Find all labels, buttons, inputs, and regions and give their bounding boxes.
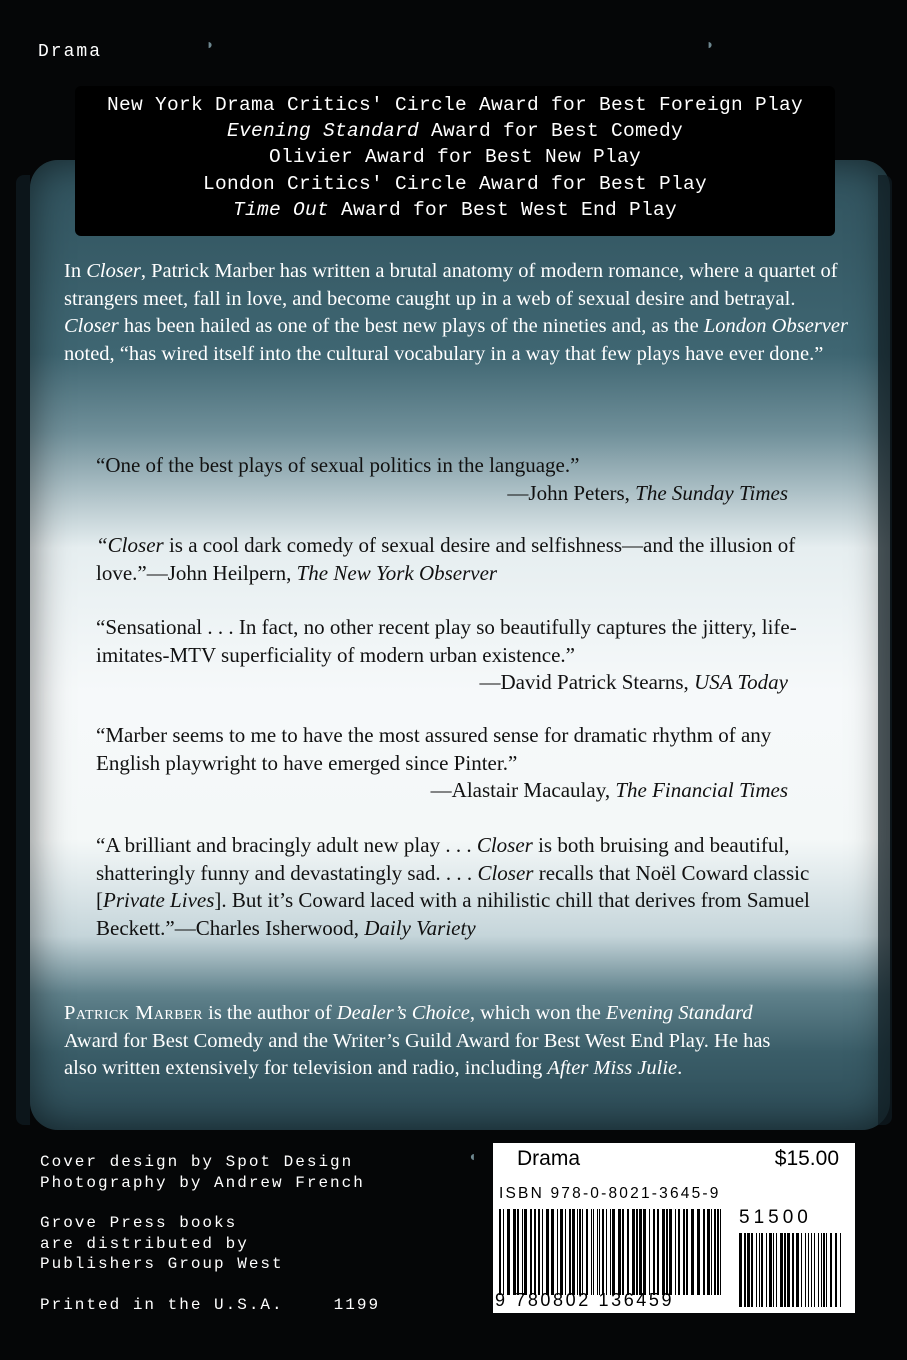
intro-paragraph: In Closer, Patrick Marber has written a brutal anatomy of modern romance, where a quartet of strangers meet, fall in love, and become caught up in a web of sexual desire and betrayal. Closer has been hailed as one of the best new plays of the nineties and, as the London Observer noted, “has wired itself into the cultural vocabulary in a way that few plays have ever done.” [64,260,848,365]
barcode-bar [830,1233,832,1307]
award-item: Evening Standard Award for Best Comedy [226,120,684,143]
review-quote: “One of the best plays of sexual politics in the language.” —John Peters, The Sunday Times [96,452,816,507]
credit-line: Publishers Group West [40,1255,284,1273]
barcode-bar [720,1209,721,1295]
awards-list [75,92,835,223]
barcode-bar [636,1209,638,1295]
price-label: $15.00 [774,1147,839,1170]
barcode-bar [560,1209,563,1295]
barcode-bar [796,1233,799,1307]
credit-line: are distributed by [40,1234,249,1253]
barcode-bar [784,1233,786,1307]
barcode-bar [522,1209,523,1295]
barcode-bar [569,1209,571,1295]
barcode-bar [780,1233,783,1307]
barcode-bar [662,1209,665,1295]
price-addon-digits: 51500 [739,1207,812,1228]
barcode-bar [759,1233,760,1307]
barcode-bar [744,1233,746,1307]
barcode-bar [840,1233,841,1307]
barcode-bar [756,1233,757,1307]
barcode-bar [551,1209,554,1295]
barcode-bar [805,1233,806,1307]
frame-edge-left [16,175,30,1125]
barcode-bar [714,1209,716,1295]
decorative-mark-icon: ◖ [468,1150,477,1166]
barcode-bar [711,1209,712,1295]
barcode-bar [602,1209,604,1295]
barcode-bar [534,1209,536,1295]
price-addon-barcode-icon [739,1233,843,1307]
review-quote: “Closer is a cool dark comedy of sexual desire and selfishness—and the illusion of love.”—John Heilpern, The New York Observer [96,533,796,585]
barcode-bar [597,1209,598,1295]
barcode-bar [582,1209,583,1295]
barcode-bar [808,1233,809,1307]
barcode-bar [769,1233,772,1307]
barcode-bar [801,1233,802,1307]
barcode-bar [792,1233,794,1307]
isbn-label: ISBN 978-0-8021-3645-9 [499,1185,721,1202]
barcode-panel [493,1143,855,1313]
barcode-bar [632,1209,635,1295]
barcode-digits: 9 780802 136459 [495,1290,675,1310]
barcode-bar [787,1233,790,1307]
barcode-bar [606,1209,607,1295]
barcode-bar [565,1209,566,1295]
barcode-bar [499,1209,501,1295]
barcode-bar [627,1209,629,1295]
barcode-bar [826,1233,827,1307]
barcode-bar [835,1233,837,1307]
barcode-bar [639,1209,642,1295]
barcode-bar [811,1233,812,1307]
barcode-bar [823,1233,825,1307]
barcode-bar [669,1209,672,1295]
barcode-bar [717,1209,719,1295]
barcode-bar [513,1209,516,1295]
barcode-bar [666,1209,668,1295]
barcode-genre: Drama [517,1147,581,1170]
barcode-bar [814,1233,815,1307]
decorative-mark-icon: ◗ [206,38,215,54]
genre-label: Drama [38,42,103,62]
credit-line: Photography by Andrew French [40,1173,365,1192]
barcode-bar [622,1209,624,1295]
barcode-bar [503,1209,504,1295]
barcode-bar [761,1233,763,1307]
quote-attribution: —John Peters, The Sunday Times [507,480,788,505]
credit-line: Cover design by Spot Design [40,1153,354,1171]
barcode-bar [657,1209,659,1295]
barcode-bar [649,1209,650,1295]
barcode-bar [612,1209,615,1295]
barcode-bar [610,1209,611,1295]
barcode-bar [599,1209,600,1295]
credit-line: Grove Press books [40,1214,238,1232]
award-item: New York Drama Critics' Circle Award for Best Foreign Play [106,94,804,116]
barcode-bar [538,1209,540,1295]
barcode-bar [697,1209,700,1295]
barcode-bar [821,1233,822,1307]
barcode-bar [643,1209,646,1295]
barcode-bar [530,1209,532,1295]
review-quote: “Marber seems to me to have the most assured sense for dramatic rhythm of any English playwright to have emerged since Pinter.” —Alastair Macaulay, The Financial Times [96,722,816,805]
barcode-bar [691,1209,694,1295]
quote-attribution: —Alastair Macaulay, The Financial Times [430,778,788,802]
credits-block [40,1152,380,1315]
award-item: Time Out Award for Best West End Play [232,198,678,221]
printed-line: Printed in the U.S.A. 1199 [40,1295,381,1314]
isbn-barcode-icon [499,1209,724,1295]
barcode-bar [572,1209,575,1295]
barcode-bar [618,1209,621,1295]
author-bio: Patrick Marber is the author of Dealer’s Choice, which won the Evening Standard Award for Best Comedy and the Writer’s Guild Award for Best West End Play. He has also written extensively for television and radio, including After Miss Julie. [64,1002,771,1079]
barcode-bar [773,1233,774,1307]
decorative-mark-icon: ◗ [706,38,715,54]
barcode-bar [593,1209,594,1295]
quote-attribution: —David Patrick Stearns, USA Today [479,670,788,694]
barcode-bar [683,1209,685,1295]
barcode-bar [675,1209,676,1295]
barcode-bar [653,1209,655,1295]
barcode-bar [707,1209,710,1295]
review-quote: “Sensational . . . In fact, no other recent play so beautifully captures the jittery, life-imitates-MTV superficiality of modern urban existence.” —David Patrick Stearns, USA Today [96,614,816,697]
barcode-bar [739,1233,742,1307]
barcode-bar [579,1209,581,1295]
barcode-bar [507,1209,510,1295]
award-item: Olivier Award for Best New Play [268,146,642,169]
barcode-bar [577,1209,578,1295]
barcode-bar [517,1209,519,1295]
award-item: London Critics' Circle Award for Best Play [202,172,708,195]
barcode-bar [591,1209,592,1295]
barcode-bar [542,1209,543,1295]
barcode-bar [686,1209,688,1295]
barcode-bar [678,1209,680,1295]
barcode-bar [546,1209,549,1295]
barcode-bar [703,1209,705,1295]
barcode-bar [751,1233,753,1307]
barcode-bar [776,1233,777,1307]
barcode-bar [818,1233,819,1307]
barcode-bar [557,1209,558,1295]
barcode-bar [586,1209,588,1295]
frame-edge-right [878,175,892,1125]
barcode-bar [524,1209,527,1295]
review-quote: “A brilliant and bracingly adult new play . . . Closer is both bruising and beautiful, shatteringly funny and devastatingly sad. . . . Closer recalls that Noël Coward classic [Private Lives]. But it’s Coward laced with a nihilistic chill that derives from Samuel Beckett.”—Charles Isherwood, Daily Variety [96,833,810,940]
barcode-bar [747,1233,750,1307]
barcode-bar [766,1233,767,1307]
